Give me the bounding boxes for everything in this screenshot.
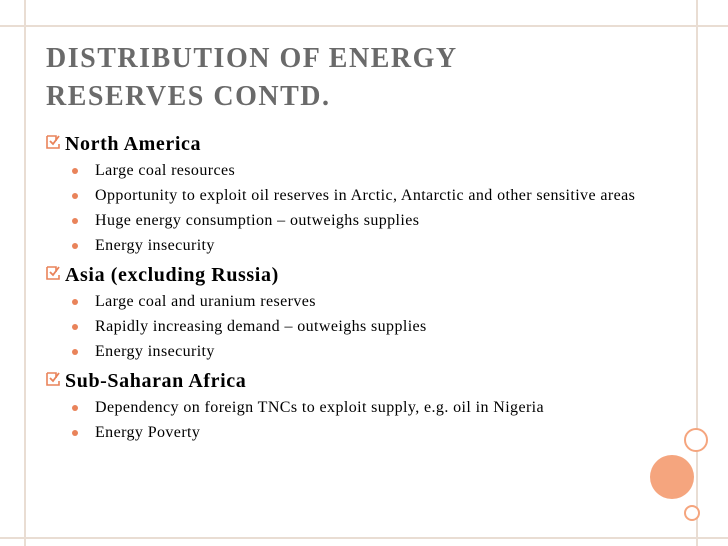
bullet-dot-icon xyxy=(72,193,78,199)
slide-title xyxy=(46,40,606,116)
checkbox-bullet-icon xyxy=(46,135,60,149)
bullet-dot-icon xyxy=(72,324,78,330)
section-heading: North America xyxy=(65,133,202,155)
decorative-ring-tiny xyxy=(684,505,700,521)
list-item: Energy insecurity xyxy=(95,343,636,361)
section-north-america xyxy=(46,131,636,255)
slide-title-line-1: DISTRIBUTION OF ENERGY xyxy=(46,43,458,74)
list-item: Opportunity to exploit oil reserves in Arctic, Antarctic and other sensitive areas xyxy=(95,187,636,205)
decorative-circle-large xyxy=(650,455,694,499)
list-item: Energy Poverty xyxy=(95,424,636,442)
bullet-dot-icon xyxy=(72,168,78,174)
list-item: Huge energy consumption – outweighs supplies xyxy=(95,212,636,230)
section-asia xyxy=(46,262,636,361)
decorative-ring-small xyxy=(684,428,708,452)
bullet-dot-icon xyxy=(72,349,78,355)
bullet-dot-icon xyxy=(72,299,78,305)
bullet-dot-icon xyxy=(72,243,78,249)
bullet-dot-icon xyxy=(72,405,78,411)
section-heading: Asia (excluding Russia) xyxy=(65,264,279,286)
slide-body xyxy=(46,131,636,449)
list-item: Large coal and uranium reserves xyxy=(95,293,636,311)
bullet-dot-icon xyxy=(72,430,78,436)
slide-title-line-2: RESERVES CONTD. xyxy=(46,81,331,112)
list-item: Rapidly increasing demand – outweighs supplies xyxy=(95,318,636,336)
list-item: Large coal resources xyxy=(95,162,636,180)
frame-line-top xyxy=(0,25,728,27)
checkbox-bullet-icon xyxy=(46,372,60,386)
frame-line-bottom xyxy=(0,537,728,539)
section-heading: Sub-Saharan Africa xyxy=(65,370,247,392)
section-sub-saharan-africa xyxy=(46,368,636,442)
bullet-dot-icon xyxy=(72,218,78,224)
frame-line-right xyxy=(696,0,698,546)
list-item: Energy insecurity xyxy=(95,237,636,255)
checkbox-bullet-icon xyxy=(46,266,60,280)
frame-line-left xyxy=(24,0,26,546)
list-item: Dependency on foreign TNCs to exploit supply, e.g. oil in Nigeria xyxy=(95,399,636,417)
